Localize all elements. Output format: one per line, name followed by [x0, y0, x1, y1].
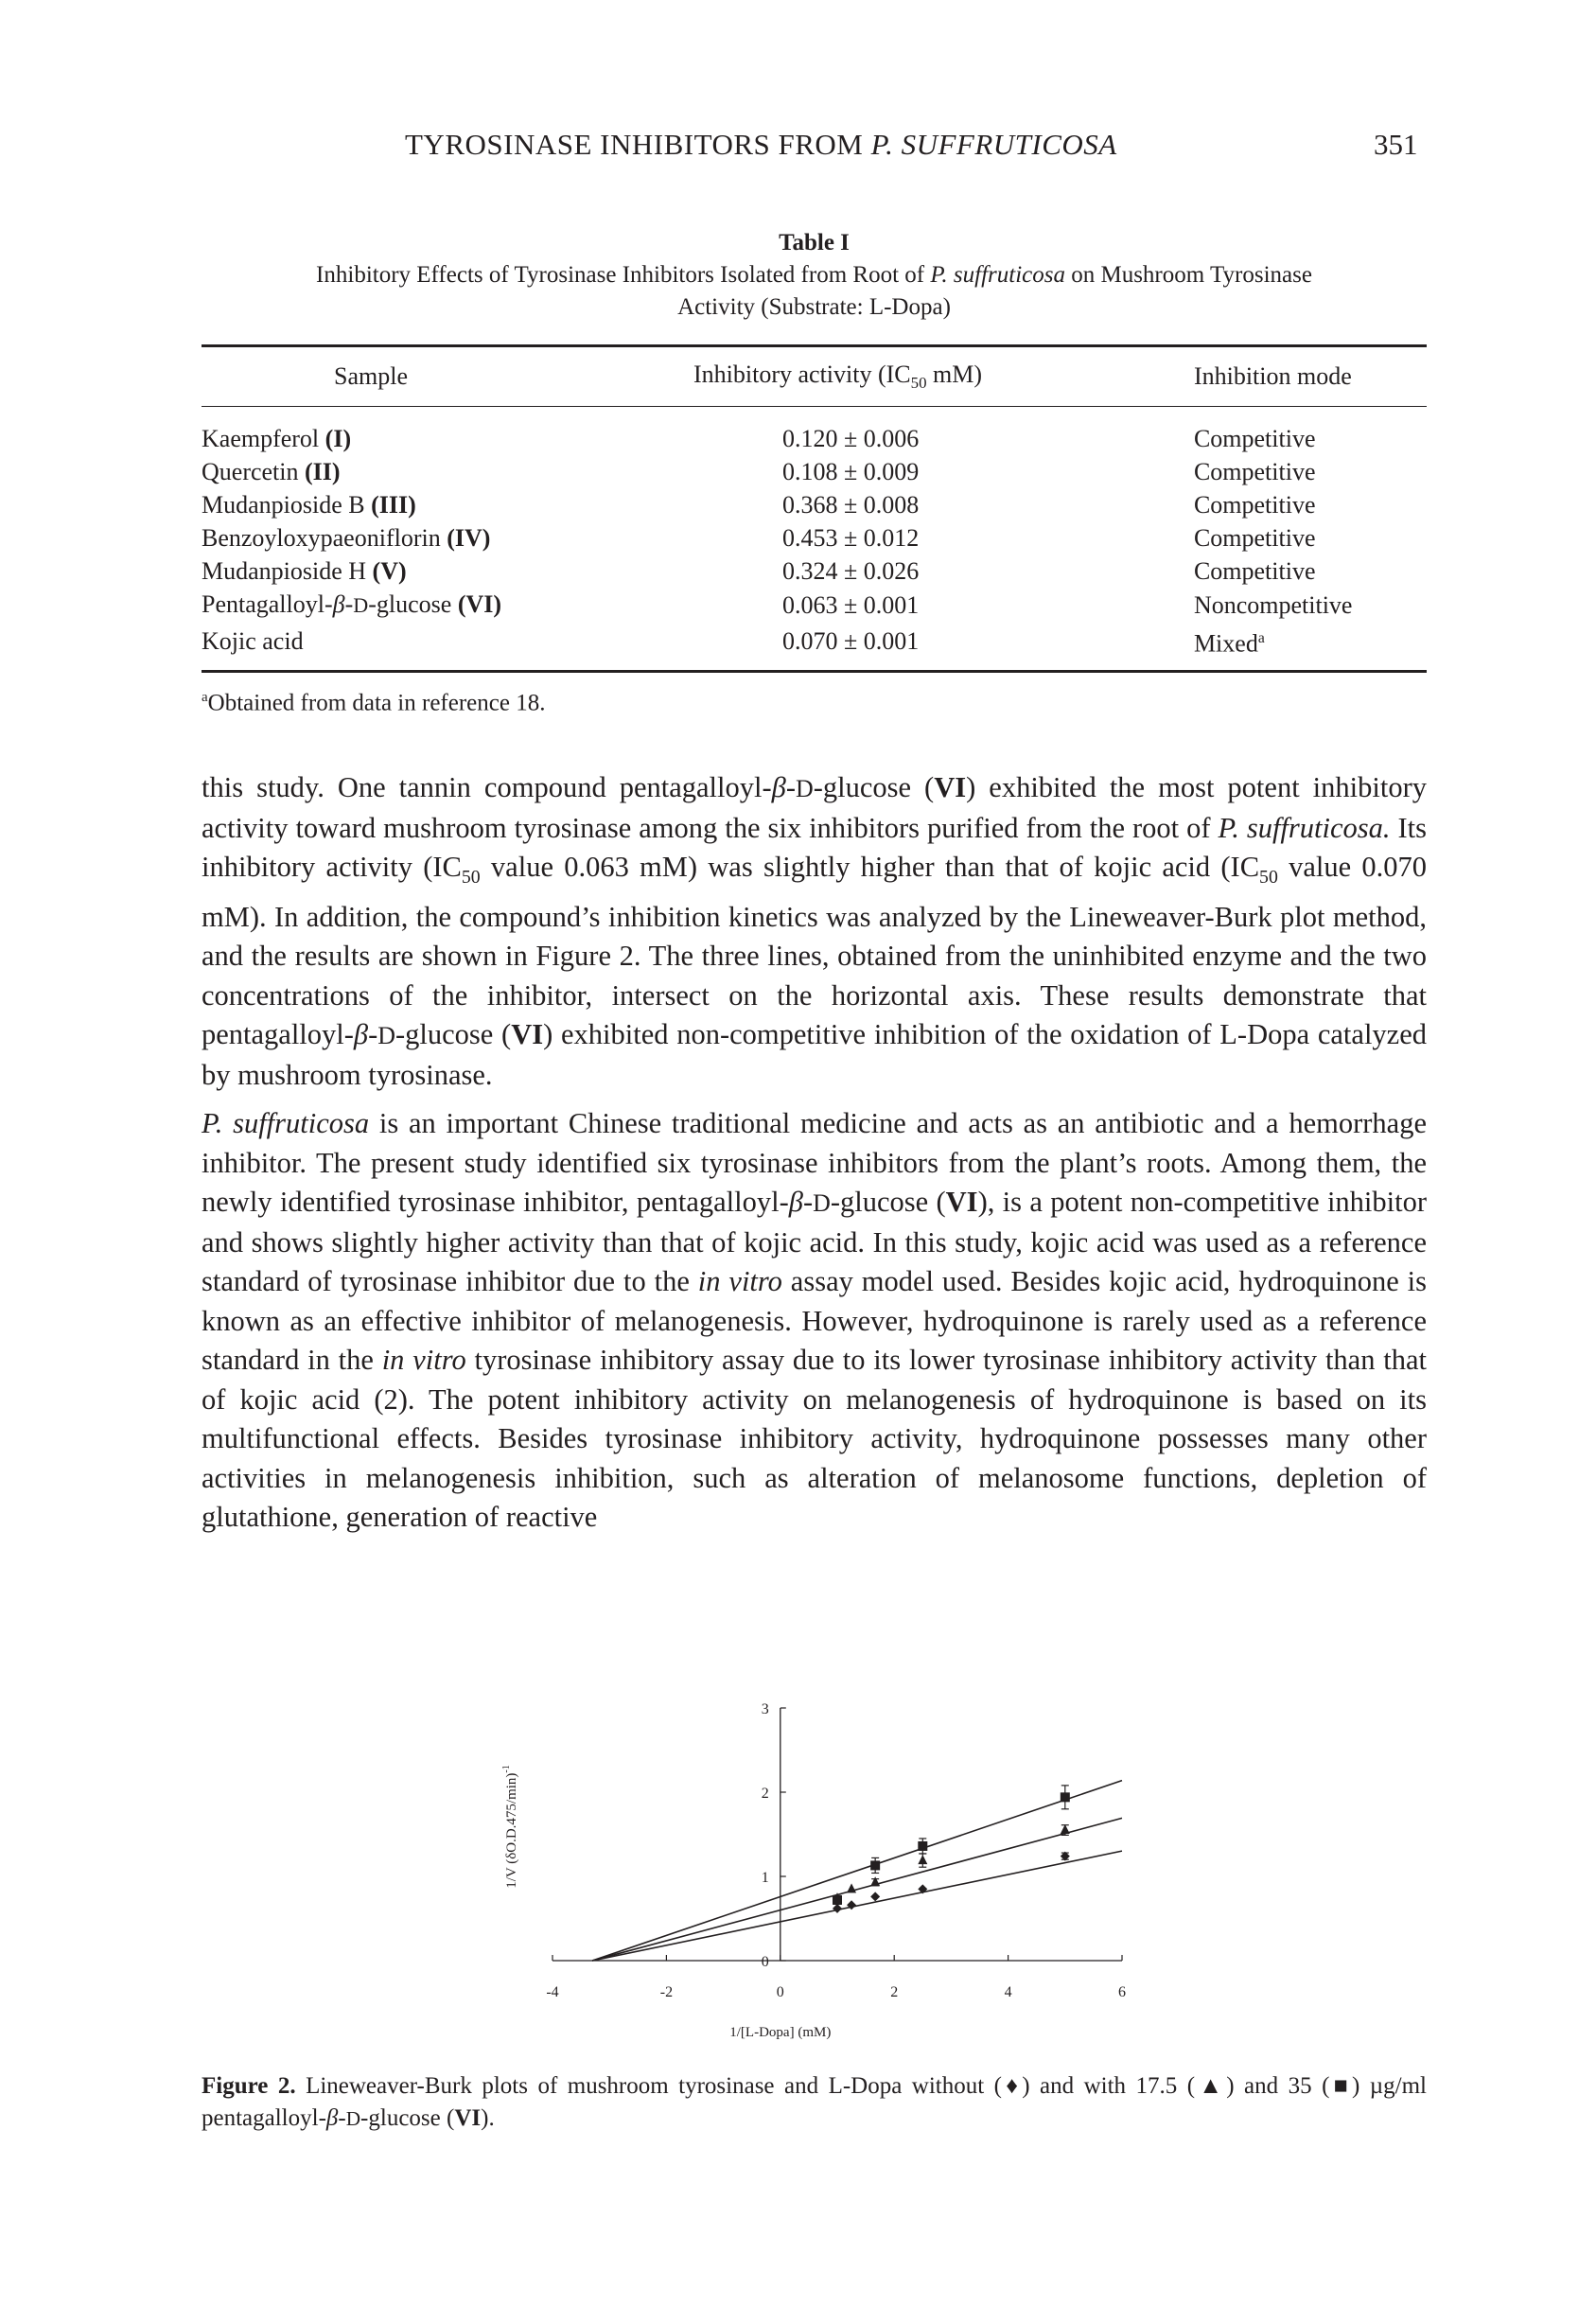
y-tick-label: 1 [761, 1870, 769, 1886]
data-table [202, 347, 1427, 670]
table-1 [202, 227, 1427, 716]
x-tick-label: 6 [1118, 1984, 1126, 2000]
table-header-row [202, 347, 1427, 407]
point-square [1061, 1792, 1070, 1802]
figure-2 [473, 1675, 1154, 2053]
point-triangle [847, 1883, 856, 1892]
running-title [405, 128, 1117, 162]
table-row [202, 455, 1427, 488]
cell-sample: Benzoyloxypaeoniflorin (IV) [202, 524, 491, 553]
table-caption-line-2: Activity (Substrate: L-Dopa) [677, 294, 951, 320]
table-row [202, 488, 1427, 521]
cell-activity: 0.070 ± 0.001 [782, 627, 920, 656]
header-activity: Inhibitory activity ($IC_{50}$ mM) [693, 361, 983, 393]
cell-sample: Pentagalloyl-β-D-glucose (VI) [202, 590, 502, 619]
cell-mode: Noncompetitive [1193, 590, 1353, 619]
cell-sample: Mudanpioside H (V) [202, 557, 407, 586]
point-triangle [1061, 1824, 1070, 1834]
table-caption-text: Inhibitory Effects of Tyrosinase Inhibitors Isolated from Root of [316, 262, 931, 288]
cell-mode: Mixed$^a$ [1193, 629, 1265, 658]
x-tick-label: 0 [776, 1984, 784, 2000]
cell-mode: Competitive [1193, 458, 1316, 486]
lineweaver-burk-chart [473, 1675, 1154, 2053]
body-text [202, 768, 1427, 1547]
table-row [202, 554, 1427, 588]
point-square [870, 1860, 880, 1870]
running-title-text: TYROSINASE INHIBITORS FROM [405, 128, 871, 161]
y-tick-label: 0 [761, 1954, 769, 1970]
x-tick-label: -2 [659, 1984, 674, 2000]
page-number: 351 [1374, 128, 1418, 161]
fit-line-triangle [592, 1818, 1122, 1961]
cell-activity: 0.453 ± 0.012 [782, 524, 920, 553]
cell-activity: 0.368 ± 0.008 [782, 491, 920, 519]
cell-activity: 0.063 ± 0.001 [782, 590, 920, 619]
cell-activity: 0.120 ± 0.006 [692, 407, 1194, 456]
fit-line-diamond [592, 1851, 1122, 1961]
cell-mode: Competitive [1193, 524, 1316, 553]
fit-line-square [592, 1781, 1122, 1961]
table-bottom-rule [202, 670, 1427, 673]
point-triangle [918, 1855, 927, 1864]
y-tick-label: 2 [761, 1786, 769, 1802]
cell-activity: 0.324 ± 0.026 [782, 557, 920, 586]
table-footnote: $^a$Obtained from data in reference 18. [202, 689, 546, 716]
point-square [833, 1895, 842, 1905]
table-caption-text-2: on Mushroom Tyrosinase [1064, 262, 1312, 288]
table-caption-species: P. suffruticosa [930, 262, 1065, 288]
header-sample: Sample [334, 362, 408, 391]
paragraph-1: this study. One tannin compound pentagalloyl-β-D-glucose (VI) exhibited the most potent inhibitory activity toward mushroom tyrosinase among the six inhibitors purified from the root of P. suffruticosa. Its inhibitory activity ($IC_{50}$ value 0.063 mM) was slightly higher than that of kojic acid ($IC_{50}$ value 0.070 mM). In addition, the compound’s inhibition kinetics was analyzed by the Lineweaver-Burk plot method, and the results are shown in Figure 2. The three lines, obtained from the uninhibited enzyme and the two concentrations of the inhibitor, intersect on the horizontal axis. These results demonstrate that pentagalloyl-β-D-glucose (VI) exhibited non-competitive inhibition of the oxidation of L-Dopa catalyzed by mushroom tyrosinase. [202, 771, 1427, 1091]
point-diamond [870, 1892, 880, 1901]
cell-sample: Quercetin (II) [202, 458, 341, 486]
y-tick-label: 3 [761, 1701, 769, 1717]
table-row [202, 407, 1427, 456]
x-tick-label: -4 [546, 1984, 559, 2000]
figure-caption: Figure 2. Lineweaver-Burk plots of mushroom tyrosinase and L-Dopa without (♦) and with 17.5 (▲) and 35 (■) µg/ml pentagalloyl-β-D-glucose (VI). [202, 2073, 1427, 2131]
cell-mode: Competitive [1193, 557, 1316, 586]
figure-label: Figure 2. [202, 2073, 296, 2099]
cell-sample: Kaempferol (I) [202, 407, 692, 456]
x-tick-label: 2 [890, 1984, 899, 2000]
x-tick-label: 4 [1004, 1984, 1012, 2000]
running-title-species: P. SUFFRUTICOSA [870, 128, 1117, 161]
table-caption [202, 259, 1427, 324]
cell-mode: Competitive [1194, 407, 1427, 456]
x-axis-label: 1/[L-Dopa] (mM) [729, 2025, 832, 2040]
header-mode: Inhibition mode [1193, 362, 1352, 391]
cell-sample: Kojic acid [202, 627, 304, 656]
point-diamond [833, 1904, 842, 1913]
cell-sample: Mudanpioside B (III) [202, 491, 416, 519]
point-triangle [870, 1876, 880, 1886]
paragraph-2: P. suffruticosa is an important Chinese traditional medicine and acts as an antibiotic and a hemorrhage inhibitor. The present study identified six tyrosinase inhibitors from the plant’s roots. Among them, the newly identified tyrosinase inhibitor, pentagalloyl-β-D-glucose (VI), is a potent non-competitive inhibitor and shows slightly higher activity than that of kojic acid. In this study, kojic acid was used as a reference standard of tyrosinase inhibitor due to the in vitro assay model used. Besides kojic acid, hydroquinone is known as an effective inhibitor of melanogenesis. However, hydroquinone is rarely used as a reference standard in the in vitro tyrosinase inhibitory assay due to its lower tyrosinase inhibitory activity than that of kojic acid (2). The potent inhibitory activity on melanogenesis of hydroquinone is based on its multifunctional effects. Besides tyrosinase inhibitory activity, hydroquinone possesses many other activities in melanogenesis inhibition, such as alteration of melanosome functions, depletion of glutathione, generation of reactive [202, 1107, 1428, 1534]
cell-activity: 0.108 ± 0.009 [782, 458, 920, 486]
cell-mode: Competitive [1193, 491, 1316, 519]
point-square [918, 1841, 927, 1851]
table-row [202, 622, 1427, 670]
y-axis-label: 1/V $(\delta O.D.475/\min)^{-1}$ [501, 1765, 519, 1889]
table-row [202, 521, 1427, 554]
table-label: Table I [779, 230, 850, 255]
table-row [202, 588, 1427, 622]
